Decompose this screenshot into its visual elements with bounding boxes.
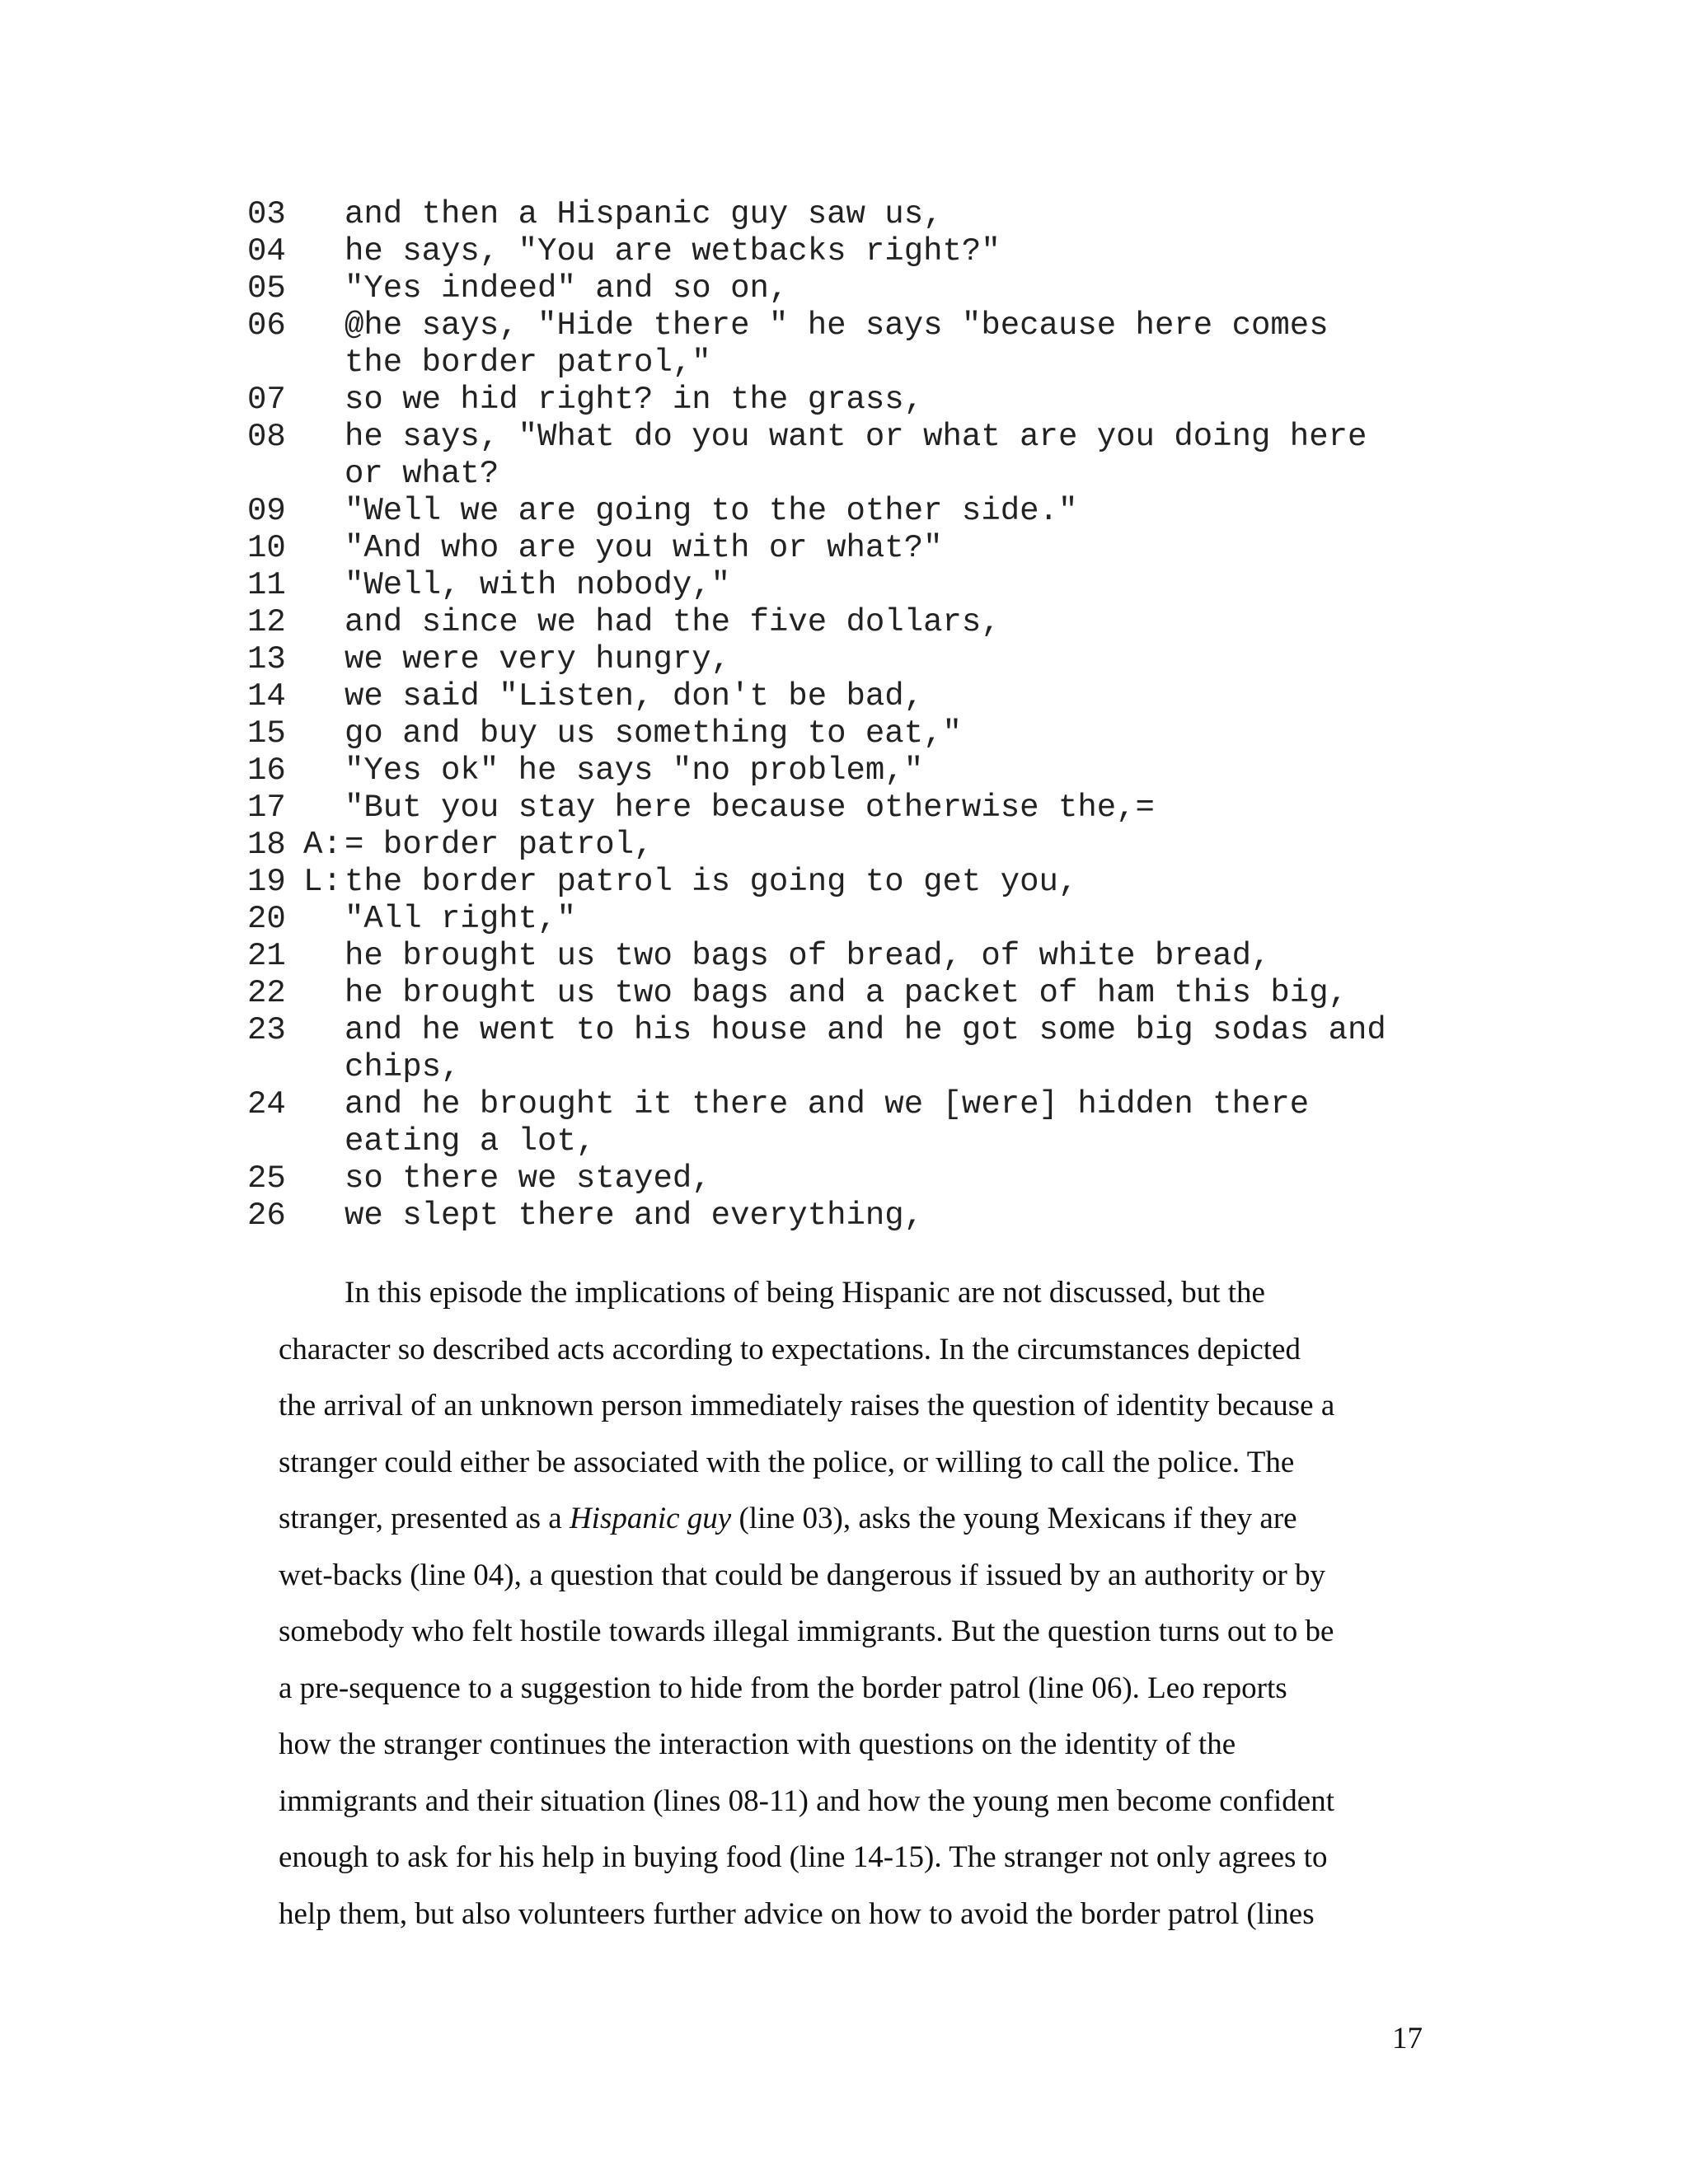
analysis-paragraph [279,1265,1432,1943]
page-number: 17 [1392,2022,1423,2055]
speaker-label [303,530,345,567]
utterance-text: or what? [345,456,499,492]
line-number: 14 [247,678,286,715]
speaker-label [303,233,345,270]
speaker-label [303,307,345,344]
transcript-line [247,344,1484,382]
transcript-line [247,196,1484,233]
transcript-line [247,1012,1484,1049]
speaker-label [303,604,345,641]
transcript-line [247,270,1484,307]
line-number: 17 [247,790,286,826]
transcript-line [247,641,1484,678]
line-number: 23 [247,1012,286,1048]
utterance-text: he brought us two bags and a packet of ham this big, [345,975,1348,1011]
speaker-label [303,975,345,1012]
utterance-text: and he brought it there and we [were] hidden there [345,1086,1310,1122]
utterance-text: go and buy us something to eat," [345,715,962,752]
speaker-label [303,641,345,678]
speaker-label [303,196,345,233]
utterance-text: and then a Hispanic guy saw us, [345,196,943,232]
paragraph-line [279,1491,1432,1548]
speaker-label [303,752,345,790]
paragraph-line: help them, but also volunteers further advice on how to avoid the border patrol (lines [279,1896,1315,1931]
transcript-line [247,456,1484,493]
utterance-text: we slept there and everything, [345,1197,924,1234]
speaker-label [303,1197,345,1235]
speaker-label [303,938,345,975]
transcript-line [247,1197,1484,1235]
line-number: 10 [247,530,286,566]
utterance-text: "Yes indeed" and so on, [345,270,789,307]
utterance-text: so we hid right? in the grass, [345,382,924,418]
transcript-line [247,567,1484,604]
speaker-label [303,493,345,530]
line-number: 05 [247,270,286,307]
transcript-line [247,382,1484,419]
utterance-text: "And who are you with or what?" [345,530,943,566]
transcript-line [247,678,1484,715]
transcript-line [247,938,1484,975]
transcript-line [247,604,1484,641]
utterance-text: the border patrol," [345,344,711,381]
line-number: 19 [247,864,286,900]
line-number: 06 [247,307,286,344]
transcript-line [247,1160,1484,1197]
transcript-line [247,715,1484,752]
speaker-label [303,456,345,493]
speaker-label [303,1123,345,1160]
line-number: 26 [247,1197,286,1234]
line-number: 21 [247,938,286,974]
speaker-label [303,1049,345,1086]
line-number: 25 [247,1160,286,1197]
utterance-text: "Well, with nobody," [345,567,731,603]
speaker-label: L: [303,864,342,900]
speaker-label [303,567,345,604]
utterance-text: he says, "You are wetbacks right?" [345,233,1001,269]
transcript-line [247,790,1484,827]
speaker-label [303,1012,345,1049]
speaker-label: A: [303,827,342,863]
utterance-text: and he went to his house and he got some big sodas and [345,1012,1386,1048]
transcript-line [247,827,1484,864]
utterance-text: eating a lot, [345,1123,596,1160]
transcript-line [247,419,1484,456]
paragraph-line: enough to ask for his help in buying food (line 14-15). The stranger not only agrees to [279,1840,1328,1874]
paragraph-line: a pre-sequence to a suggestion to hide from the border patrol (line 06). Leo reports [279,1671,1287,1705]
utterance-text: we said "Listen, don't be bad, [345,678,924,715]
transcript-line [247,530,1484,567]
transcript-line [247,307,1484,344]
speaker-label [303,382,345,419]
line-number: 09 [247,493,286,529]
line-number: 13 [247,641,286,677]
italic-term: Hispanic guy [569,1502,732,1535]
line-number [247,1123,303,1160]
speaker-label [303,419,345,456]
transcript-line [247,1086,1484,1123]
paragraph-line: how the stranger continues the interaction with questions on the identity of the [279,1727,1236,1761]
utterance-text: = border patrol, [345,827,654,863]
transcript-line [247,1123,1484,1160]
line-number: 11 [247,567,286,603]
paragraph-line: stranger could either be associated with the police, or willing to call the police. The [279,1445,1295,1479]
utterance-text: @he says, "Hide there " he says "because here comes [345,307,1329,344]
transcript-line [247,1049,1484,1086]
transcript-excerpt [247,196,1484,1235]
line-number: 07 [247,382,286,418]
line-number: 24 [247,1086,286,1122]
transcript-line [247,864,1484,901]
line-number: 22 [247,975,286,1011]
transcript-line [247,233,1484,270]
transcript-line [247,975,1484,1012]
speaker-label [303,1086,345,1123]
paragraph-line: character so described acts according to expectations. In the circumstances depicted [279,1332,1301,1366]
utterance-text: and since we had the five dollars, [345,604,1001,640]
paragraph-line: wet-backs (line 04), a question that could be dangerous if issued by an authority or by [279,1558,1326,1592]
utterance-text: the border patrol is going to get you, [345,864,1078,900]
paragraph-text: stranger, presented as a [279,1502,570,1535]
utterance-text: we were very hungry, [345,641,731,677]
speaker-label [303,344,345,382]
transcript-line [247,901,1484,938]
line-number [247,344,303,382]
speaker-label [303,790,345,827]
line-number: 03 [247,196,286,232]
utterance-text: he brought us two bags of bread, of white bread, [345,938,1271,974]
line-number: 12 [247,604,286,640]
utterance-text: he says, "What do you want or what are you doing here [345,419,1367,455]
line-number: 15 [247,715,286,752]
paragraph-text: (line 03), asks the young Mexicans if they are [731,1502,1297,1535]
line-number: 20 [247,901,286,937]
speaker-label [303,270,345,307]
utterance-text: "All right," [345,901,576,937]
transcript-line [247,752,1484,790]
line-number: 16 [247,752,286,789]
paragraph-line: immigrants and their situation (lines 08-11) and how the young men become confident [279,1783,1334,1818]
speaker-label [303,678,345,715]
speaker-label [303,1160,345,1197]
utterance-text: "Well we are going to the other side." [345,493,1078,529]
speaker-label [303,901,345,938]
line-number: 08 [247,419,286,455]
speaker-label [303,715,345,752]
paragraph-line: In this episode the implications of being Hispanic are not discussed, but the [345,1276,1265,1310]
line-number: 18 [247,827,286,863]
utterance-text: "But you stay here because otherwise the,= [345,790,1155,826]
utterance-text: so there we stayed, [345,1160,711,1197]
line-number [247,1049,303,1086]
paragraph-line: the arrival of an unknown person immediately raises the question of identity because a [279,1389,1335,1422]
line-number: 04 [247,233,286,269]
transcript-line [247,493,1484,530]
paragraph-line: somebody who felt hostile towards illegal immigrants. But the question turns out to be [279,1615,1334,1648]
line-number [247,456,303,493]
utterance-text: "Yes ok" he says "no problem," [345,752,924,789]
utterance-text: chips, [345,1049,461,1085]
